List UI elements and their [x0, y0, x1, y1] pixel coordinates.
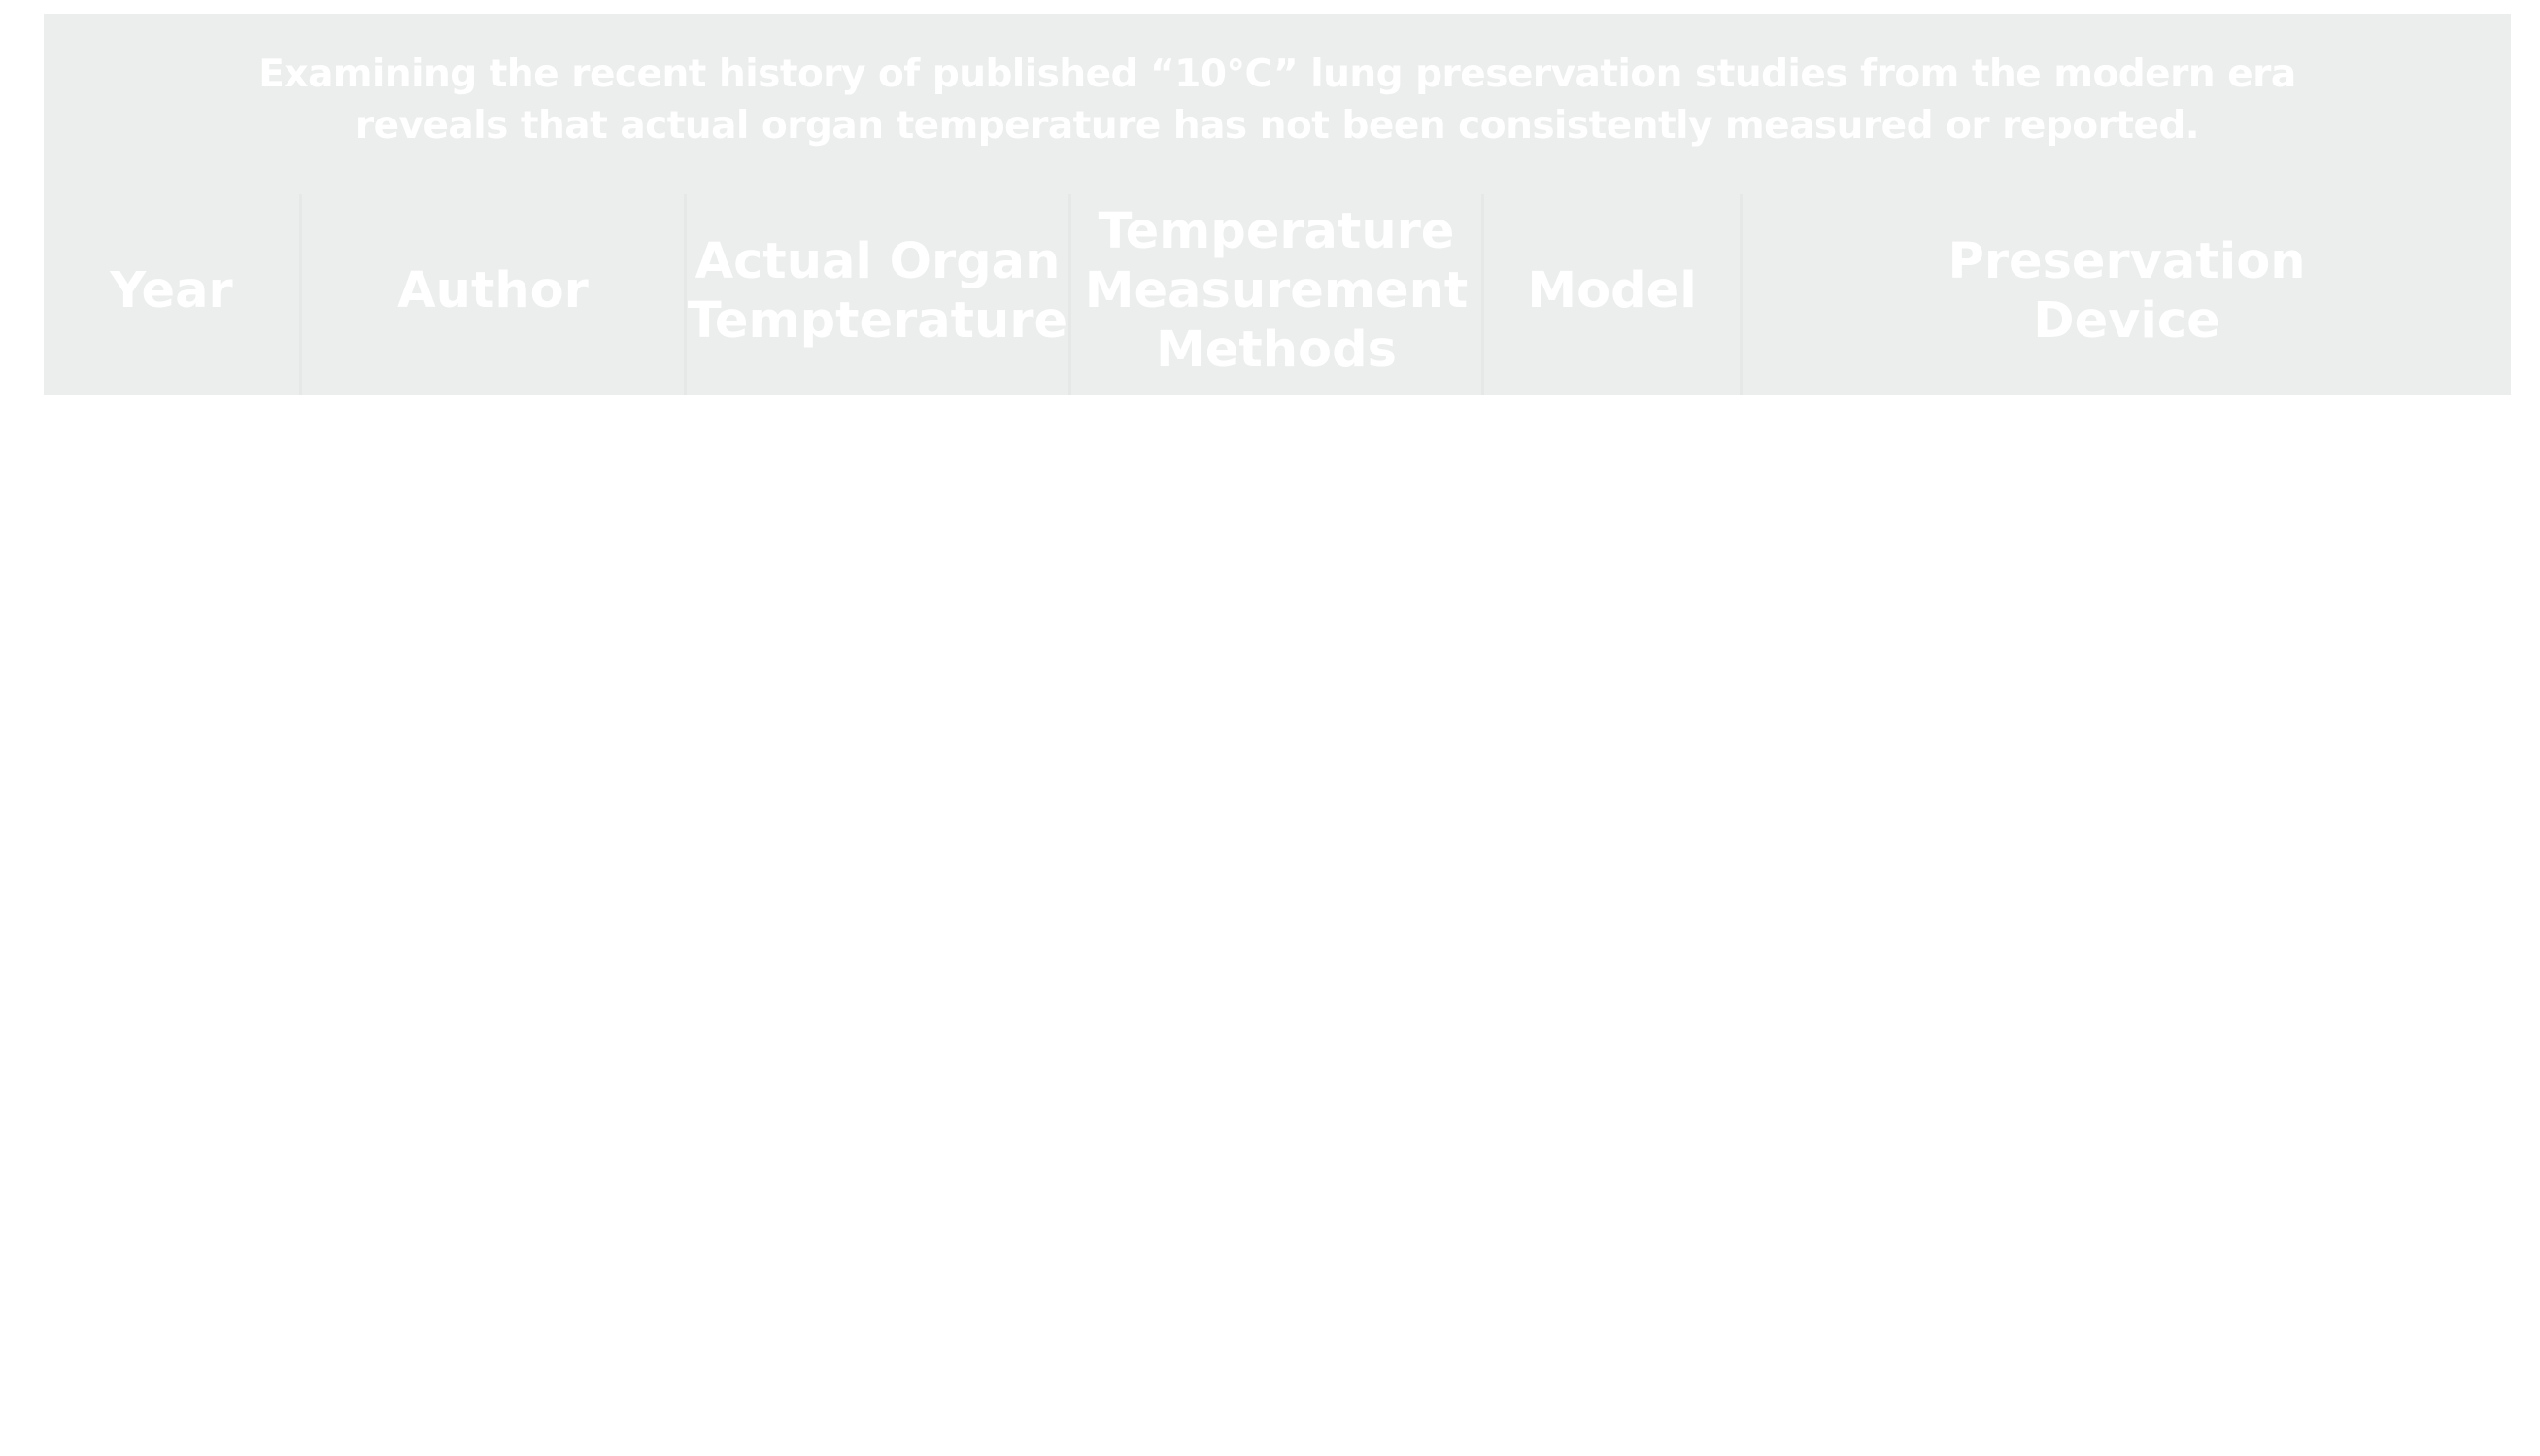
column-header-model — [1484, 194, 1743, 395]
caption-line-1: Examining the recent history of published “10°C” lung preservation studies from the modern era — [258, 52, 2296, 96]
column-header-label: Model — [1527, 262, 1697, 320]
column-header-actual-organ-temperature — [687, 194, 1071, 395]
column-header-measurement-methods — [1071, 194, 1484, 395]
column-header-label: Temperature — [1098, 203, 1455, 260]
column-header-label: Author — [397, 262, 589, 320]
column-header-author — [302, 194, 687, 395]
column-header-label: Year — [110, 262, 233, 320]
caption-line-2: reveals that actual organ temperature has not been consistently measured or reported. — [355, 104, 2200, 148]
table-caption — [44, 49, 2511, 152]
column-header-label: Methods — [1156, 322, 1397, 379]
column-header-label: Tempterature — [687, 291, 1068, 350]
column-header-label: Preservation — [1947, 232, 2306, 290]
column-header-year — [44, 194, 302, 395]
column-header-preservation-device — [1743, 194, 2511, 395]
table-header-row — [44, 194, 2511, 395]
table-panel — [44, 14, 2511, 395]
column-header-label: Measurement — [1084, 262, 1469, 320]
column-header-label: Actual Organ — [694, 232, 1061, 290]
column-header-label: Device — [2033, 291, 2220, 350]
